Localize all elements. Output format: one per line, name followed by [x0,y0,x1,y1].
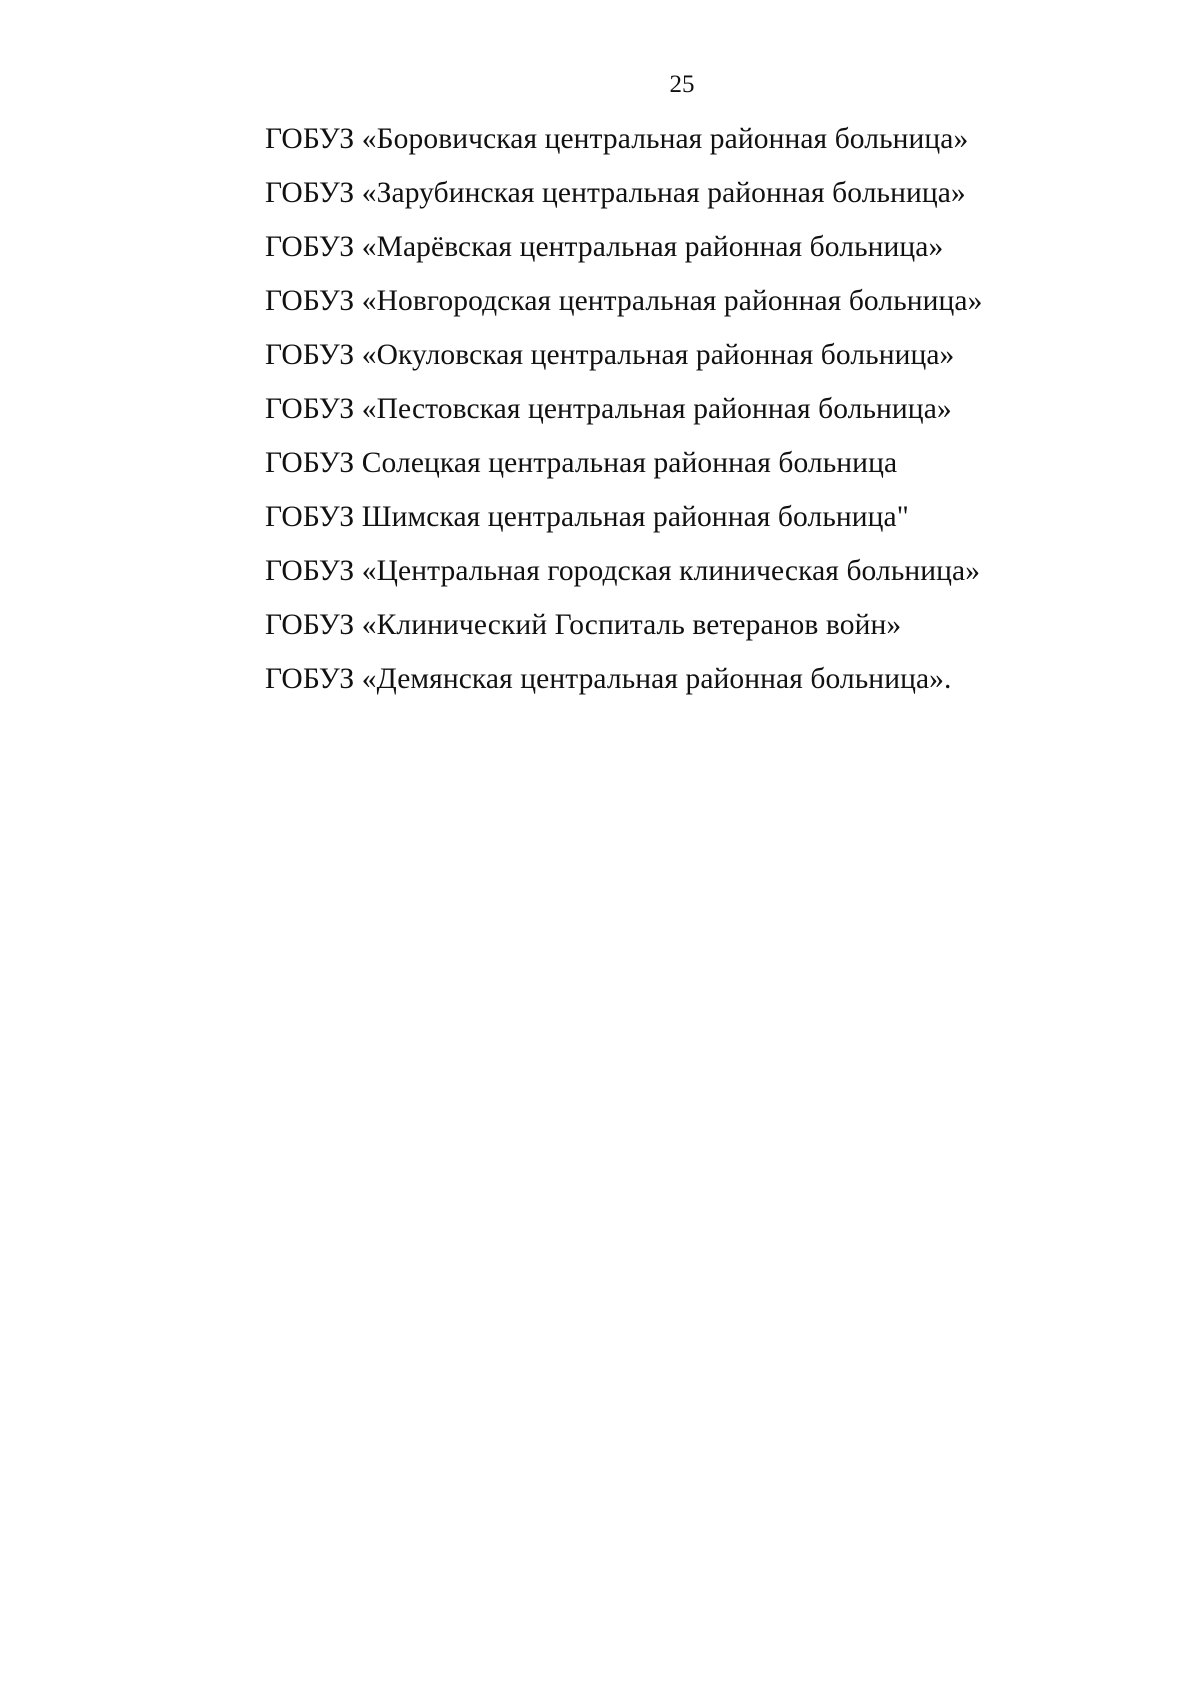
organization-item: ГОБУЗ «Марёвская центральная районная больница» [265,231,944,263]
organization-item: ГОБУЗ «Новгородская центральная районная больница» [265,285,983,317]
organization-list [265,124,982,718]
organization-item: ГОБУЗ Шимская центральная районная больница" [265,501,909,533]
organization-item: ГОБУЗ «Демянская центральная районная больница». [265,663,952,695]
organization-item: ГОБУЗ «Окуловская центральная районная больница» [265,339,955,371]
organization-item: ГОБУЗ Солецкая центральная районная больница [265,447,898,479]
page-number: 25 [669,71,695,98]
organization-item: ГОБУЗ «Центральная городская клиническая больница» [265,555,981,587]
organization-item: ГОБУЗ «Пестовская центральная районная больница» [265,393,952,425]
organization-item: ГОБУЗ «Зарубинская центральная районная больница» [265,177,966,209]
organization-item: ГОБУЗ «Клинический Госпиталь ветеранов войн» [265,609,902,641]
organization-item: ГОБУЗ «Боровичская центральная районная больница» [265,123,969,155]
